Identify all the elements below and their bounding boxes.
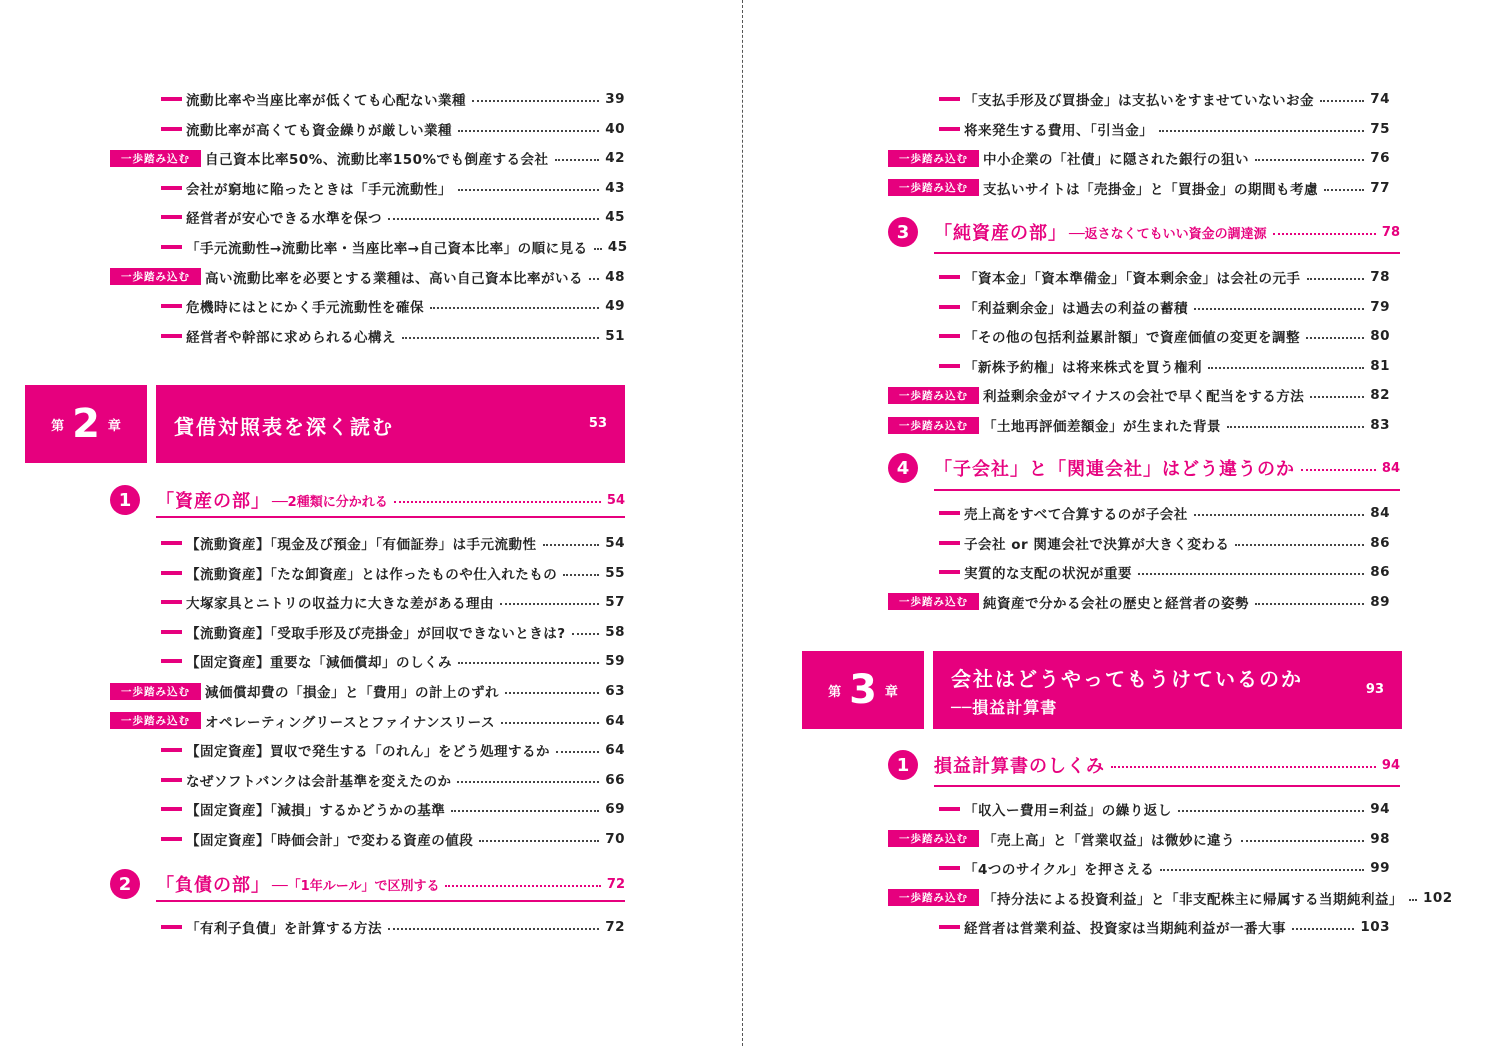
toc-entry[interactable] [110, 710, 625, 732]
leader-dots [1273, 233, 1376, 235]
section-4-heading[interactable] [888, 453, 1400, 483]
toc-entry[interactable] [888, 384, 1390, 406]
section-page: 84 [1381, 460, 1400, 476]
section-title: 「純資産の部」 [934, 223, 1067, 244]
dash-bullet-icon [939, 364, 960, 368]
bullet-wrap [110, 97, 186, 101]
entry-page: 45 [607, 239, 628, 255]
chapter-page: 93 [1365, 682, 1384, 697]
bullet-wrap [888, 364, 964, 368]
leader-dots [1208, 367, 1364, 369]
entry-title: オペレーティングリースとファイナンスリース [205, 714, 495, 731]
entry-title: 【流動資産】「受取手形及び売掛金」が回収できないときは? [186, 625, 566, 642]
section-subtitle: ──「1年ルール」で区別する [272, 878, 440, 894]
bullet-wrap [888, 275, 964, 279]
deep-dive-badge: 一歩踏み込む [110, 150, 201, 167]
dash-bullet-icon [161, 334, 182, 338]
entry-page: 40 [605, 120, 625, 137]
leader-dots [394, 501, 601, 503]
toc-entry[interactable] [110, 769, 625, 791]
leader-dots [563, 574, 599, 576]
dash-bullet-icon [939, 305, 960, 309]
dash-bullet-icon [939, 334, 960, 338]
section-title: 「資産の部」 [156, 491, 270, 512]
entry-title: 「収入ー費用=利益」の繰り返し [964, 803, 1172, 819]
entry-page: 51 [605, 327, 625, 344]
entry-page: 64 [605, 712, 625, 729]
toc-entry[interactable] [888, 887, 1453, 909]
deep-dive-badge: 一歩踏み込む [888, 889, 979, 906]
entry-title: 中小企業の「社債」に隠された銀行の狙い [983, 152, 1249, 169]
entry-title: 会社が窮地に陥ったときは「手元流動性」 [186, 181, 452, 198]
dash-bullet-icon [939, 570, 960, 574]
entry-page: 63 [605, 683, 625, 699]
leader-dots [1194, 514, 1364, 516]
section-5-heading[interactable] [888, 750, 1400, 780]
leader-dots [543, 544, 600, 546]
bullet-wrap [110, 807, 186, 811]
bullet-wrap [888, 305, 964, 309]
dash-bullet-icon [161, 925, 182, 929]
entry-page: 64 [605, 742, 625, 759]
section-rule [934, 489, 1400, 491]
entry-page: 83 [1370, 417, 1390, 433]
section-rule [156, 516, 625, 518]
entry-page: 78 [1370, 269, 1390, 285]
deep-dive-badge: 一歩踏み込む [888, 150, 979, 167]
toc-entry[interactable] [110, 650, 625, 672]
entry-title: 「支払手形及び買掛金」は支払いをすませていないお金 [964, 93, 1314, 109]
chapter-title: 会社はどうやってもうけているのか [951, 667, 1303, 691]
leader-dots [1111, 766, 1376, 768]
entry-title: 「手元流動性→流動比率・当座比率→自己資本比率」の順に見る [186, 241, 588, 257]
entry-title: 「その他の包括利益累計額」で資産価値の変更を調整 [964, 330, 1300, 347]
deep-dive-badge: 一歩踏み込む [110, 268, 201, 285]
bullet-wrap [110, 304, 186, 308]
entry-page: 79 [1370, 298, 1390, 315]
toc-entry[interactable] [110, 236, 628, 258]
section-rule [934, 252, 1400, 254]
leader-dots [388, 218, 599, 220]
dash-bullet-icon [161, 778, 182, 782]
toc-entry[interactable] [110, 621, 625, 643]
leader-dots [458, 662, 599, 664]
toc-entry[interactable] [888, 828, 1390, 850]
leader-dots [1255, 159, 1364, 161]
chapter-prefix: 第 [828, 684, 842, 700]
entry-page: 81 [1370, 357, 1390, 374]
entry-title: 売上高をすべて合算するのが子会社 [964, 507, 1188, 523]
entry-page: 75 [1370, 120, 1390, 137]
toc-entry[interactable] [888, 414, 1390, 436]
dash-bullet-icon [939, 127, 960, 131]
leader-dots [479, 840, 599, 842]
leader-dots [500, 603, 599, 605]
leader-dots [472, 100, 599, 102]
entry-page: 49 [605, 298, 625, 315]
toc-entry[interactable] [888, 118, 1390, 140]
toc-entry[interactable] [110, 532, 625, 554]
section-number-badge: 4 [888, 453, 918, 483]
dash-bullet-icon [161, 571, 182, 575]
entry-title: 減価償却費の「損金」と「費用」の計上のずれ [205, 685, 499, 701]
page-divider [742, 0, 743, 1046]
toc-entry[interactable] [888, 916, 1390, 938]
entry-title: 「利益剰余金」は過去の利益の蓄積 [964, 300, 1188, 317]
deep-dive-badge: 一歩踏み込む [888, 179, 979, 196]
entry-title: 子会社 or 関連会社で決算が大きく変わる [964, 536, 1230, 553]
leader-dots [1227, 426, 1364, 428]
entry-page: 66 [605, 771, 625, 788]
toc-entry[interactable] [110, 118, 625, 140]
deep-dive-badge: 一歩踏み込む [888, 387, 979, 404]
dash-bullet-icon [161, 748, 182, 752]
leader-dots [458, 189, 599, 191]
deep-dive-badge: 一歩踏み込む [110, 712, 201, 729]
leader-dots [1292, 928, 1354, 930]
section-rule [934, 785, 1400, 787]
bullet-wrap [888, 866, 964, 870]
entry-title: 【流動資産】「現金及び預金」「有価証券」は手元流動性 [186, 537, 537, 553]
toc-entry[interactable] [110, 591, 625, 613]
section-page: 94 [1381, 757, 1400, 773]
toc-entry[interactable] [888, 266, 1390, 288]
leader-dots [1320, 100, 1364, 102]
chapter-3-title-block[interactable] [933, 651, 1402, 729]
bullet-wrap [110, 245, 186, 249]
entry-title: 「4つのサイクル」を押さえる [964, 862, 1155, 879]
chapter-prefix: 第 [51, 418, 65, 434]
leader-dots [1310, 396, 1364, 398]
bullet-wrap [110, 659, 186, 663]
entry-page: 74 [1370, 91, 1390, 107]
chapter-subtitle: ──損益計算書 [951, 698, 1058, 717]
dash-bullet-icon [939, 925, 960, 929]
leader-dots [594, 248, 602, 250]
chapter-number: 2 [72, 401, 100, 447]
leader-dots [572, 633, 599, 635]
leader-dots [1255, 603, 1364, 605]
entry-title: 大塚家具とニトリの収益力に大きな差がある理由 [186, 596, 494, 613]
dash-bullet-icon [161, 245, 182, 249]
entry-title: 「有利子負債」を計算する方法 [186, 921, 382, 937]
dash-bullet-icon [939, 866, 960, 870]
leader-dots [555, 159, 599, 161]
toc-entry[interactable] [110, 177, 625, 199]
entry-page: 57 [605, 594, 625, 611]
bullet-wrap [888, 925, 964, 929]
toc-entry[interactable] [110, 266, 625, 288]
section-subtitle: ──2種類に分かれる [272, 494, 388, 510]
leader-dots [1159, 130, 1364, 132]
dash-bullet-icon [939, 511, 960, 515]
toc-entry[interactable] [888, 591, 1390, 613]
dash-bullet-icon [161, 127, 182, 131]
entry-title: 流動比率が高くても資金繰りが厳しい業種 [186, 122, 452, 139]
leader-dots [1160, 869, 1364, 871]
section-number-badge: 1 [110, 485, 140, 515]
toc-entry[interactable] [110, 147, 625, 169]
section-page: 72 [606, 876, 625, 892]
bullet-wrap [110, 837, 186, 841]
chapter-title: 貸借対照表を深く読む [174, 415, 394, 439]
entry-page: 98 [1370, 830, 1390, 847]
toc-entry[interactable] [110, 325, 625, 347]
section-1-heading[interactable] [110, 485, 625, 515]
leader-dots [501, 722, 599, 724]
leader-dots [458, 130, 599, 132]
deep-dive-badge: 一歩踏み込む [888, 830, 979, 847]
dash-bullet-icon [939, 275, 960, 279]
section-title: 「子会社」と「関連会社」はどう違うのか [934, 459, 1295, 480]
toc-entry[interactable] [110, 916, 625, 938]
chapter-2-title-block[interactable] [156, 385, 625, 463]
leader-dots [556, 751, 599, 753]
entry-page: 54 [605, 535, 625, 551]
entry-page: 84 [1370, 505, 1390, 521]
section-page: 78 [1381, 224, 1400, 240]
bullet-wrap [110, 630, 186, 634]
entry-page: 48 [605, 268, 625, 285]
toc-entry[interactable] [888, 502, 1390, 524]
entry-page: 55 [605, 564, 625, 581]
toc-entry[interactable] [888, 88, 1390, 110]
entry-title: 「持分法による投資利益」と「非支配株主に帰属する当期純利益」 [983, 891, 1403, 908]
leader-dots [1324, 189, 1364, 191]
leader-dots [388, 928, 599, 930]
section-2-heading[interactable] [110, 869, 625, 899]
bullet-wrap [888, 541, 964, 545]
entry-page: 77 [1370, 179, 1390, 196]
entry-title: 流動比率や当座比率が低くても心配ない業種 [186, 93, 466, 109]
bullet-wrap [110, 600, 186, 604]
entry-title: 経営者や幹部に求められる心構え [186, 329, 396, 346]
entry-page: 102 [1423, 889, 1453, 906]
entry-title: 利益剰余金がマイナスの会社で早く配当をする方法 [983, 389, 1305, 406]
section-title: 「負債の部」 [156, 875, 270, 896]
leader-dots [1307, 278, 1365, 280]
entry-title: 高い流動比率を必要とする業種は、高い自己資本比率がいる [205, 270, 583, 287]
entry-page: 86 [1370, 534, 1390, 551]
chapter-suffix: 章 [884, 684, 898, 700]
entry-page: 43 [605, 179, 625, 196]
entry-title: 【固定資産】重要な「減価償却」のしくみ [186, 655, 452, 672]
leader-dots [1409, 899, 1417, 901]
chapter-3-number-block [802, 651, 924, 729]
entry-page: 76 [1370, 150, 1390, 167]
toc-entry[interactable] [110, 828, 625, 850]
leader-dots [430, 307, 599, 309]
section-title: 損益計算書のしくみ [934, 756, 1105, 777]
toc-entry[interactable] [110, 206, 625, 228]
chapter-suffix: 章 [107, 418, 121, 434]
dash-bullet-icon [161, 215, 182, 219]
entry-page: 58 [605, 623, 625, 640]
leader-dots [1235, 544, 1364, 546]
toc-entry[interactable] [110, 739, 625, 761]
toc-entry[interactable] [888, 355, 1390, 377]
bullet-wrap [110, 215, 186, 219]
dash-bullet-icon [161, 186, 182, 190]
deep-dive-badge: 一歩踏み込む [110, 683, 201, 700]
toc-entry[interactable] [888, 296, 1390, 318]
leader-dots [1301, 469, 1376, 471]
dash-bullet-icon [161, 600, 182, 604]
toc-entry[interactable] [888, 177, 1390, 199]
toc-entry[interactable] [110, 295, 625, 317]
entry-page: 94 [1370, 801, 1390, 817]
entry-title: 【固定資産】買収で発生する「のれん」をどう処理するか [186, 744, 550, 761]
leader-dots [589, 278, 599, 280]
entry-title: 【流動資産】「たな卸資産」とは作ったものや仕入れたもの [186, 566, 558, 583]
entry-title: 経営者が安心できる水準を保つ [186, 211, 382, 228]
leader-dots [451, 810, 599, 812]
entry-page: 89 [1370, 593, 1390, 610]
bullet-wrap [888, 127, 964, 131]
bullet-wrap [888, 97, 964, 101]
dash-bullet-icon [939, 807, 960, 811]
entry-page: 59 [605, 653, 625, 670]
dash-bullet-icon [161, 304, 182, 308]
leader-dots [402, 337, 599, 339]
toc-entry[interactable] [888, 561, 1390, 583]
leader-dots [457, 781, 599, 783]
dash-bullet-icon [939, 97, 960, 101]
entry-page: 69 [605, 801, 625, 818]
entry-page: 39 [605, 91, 625, 107]
leader-dots [1138, 573, 1364, 575]
toc-entry[interactable] [888, 798, 1390, 820]
toc-entry[interactable] [888, 325, 1390, 347]
entry-page: 45 [605, 209, 625, 226]
section-number-badge: 1 [888, 750, 918, 780]
entry-page: 72 [605, 919, 625, 935]
toc-entry[interactable] [110, 562, 625, 584]
entry-title: なぜソフトバンクは会計基準を変えたのか [186, 773, 452, 790]
dash-bullet-icon [161, 541, 182, 545]
entry-title: 【固定資産】「時価会計」で変わる資産の値段 [186, 833, 474, 849]
deep-dive-badge: 一歩踏み込む [888, 593, 979, 610]
entry-title: 「資本金」「資本準備金」「資本剰余金」は会社の元手 [964, 271, 1301, 287]
leader-dots [445, 885, 600, 887]
entry-title: 支払いサイトは「売掛金」と「買掛金」の期間も考慮 [983, 181, 1319, 198]
bullet-wrap [110, 925, 186, 929]
dash-bullet-icon [161, 630, 182, 634]
dash-bullet-icon [939, 541, 960, 545]
bullet-wrap [110, 748, 186, 752]
dash-bullet-icon [161, 659, 182, 663]
entry-page: 86 [1370, 564, 1390, 581]
section-subtitle: ──返さなくてもいい資金の調達源 [1069, 226, 1267, 242]
entry-title: 自己資本比率50%、流動比率150%でも倒産する会社 [205, 152, 549, 169]
bullet-wrap [888, 334, 964, 338]
leader-dots [1178, 810, 1364, 812]
entry-title: 危機時にはとにかく手元流動性を確保 [186, 300, 424, 317]
entry-page: 82 [1370, 387, 1390, 404]
entry-title: 実質的な支配の状況が重要 [964, 566, 1132, 583]
entry-title: 「土地再評価差額金」が生まれた背景 [983, 419, 1221, 435]
leader-dots [505, 692, 599, 694]
bullet-wrap [110, 127, 186, 131]
bullet-wrap [888, 511, 964, 515]
section-page: 54 [606, 492, 625, 508]
entry-page: 103 [1360, 919, 1390, 936]
bullet-wrap [110, 541, 186, 545]
bullet-wrap [110, 571, 186, 575]
entry-page: 80 [1370, 328, 1390, 345]
toc-entry[interactable] [110, 798, 625, 820]
toc-entry[interactable] [888, 532, 1390, 554]
dash-bullet-icon [161, 97, 182, 101]
chapter-number: 3 [849, 667, 877, 713]
leader-dots [1194, 308, 1364, 310]
dash-bullet-icon [161, 837, 182, 841]
bullet-wrap [888, 570, 964, 574]
bullet-wrap [888, 807, 964, 811]
entry-title: 将来発生する費用、「引当金」 [964, 122, 1154, 139]
section-rule [156, 900, 625, 902]
bullet-wrap [110, 778, 186, 782]
dash-bullet-icon [161, 807, 182, 811]
chapter-2-number-block [25, 385, 147, 463]
section-3-heading[interactable] [888, 217, 1400, 247]
entry-page: 70 [605, 831, 625, 847]
leader-dots [1306, 337, 1364, 339]
entry-title: 【固定資産】「減損」するかどうかの基準 [186, 803, 446, 820]
entry-title: 経営者は営業利益、投資家は当期純利益が一番大事 [964, 921, 1286, 938]
toc-entry[interactable] [110, 680, 625, 702]
chapter-page: 53 [588, 416, 607, 431]
entry-title: 「新株予約権」は将来株式を買う権利 [964, 359, 1202, 376]
bullet-wrap [110, 334, 186, 338]
toc-entry[interactable] [888, 857, 1390, 879]
toc-entry[interactable] [110, 88, 625, 110]
entry-title: 「売上高」と「営業収益」は微妙に違う [983, 832, 1235, 849]
leader-dots [1241, 840, 1364, 842]
section-number-badge: 2 [110, 869, 140, 899]
entry-page: 42 [605, 150, 625, 167]
entry-page: 99 [1370, 860, 1390, 877]
section-number-badge: 3 [888, 217, 918, 247]
toc-entry[interactable] [888, 147, 1390, 169]
deep-dive-badge: 一歩踏み込む [888, 417, 979, 434]
entry-title: 純資産で分かる会社の歴史と経営者の姿勢 [983, 595, 1249, 612]
bullet-wrap [110, 186, 186, 190]
